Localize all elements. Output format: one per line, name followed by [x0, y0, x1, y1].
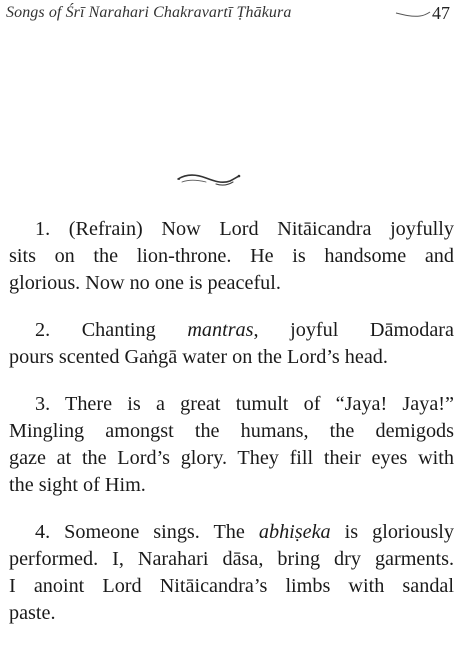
text-segment: is gloriously	[330, 521, 454, 543]
text-line: I anoint Lord Nitāicandra’s limbs with sandal	[9, 575, 454, 597]
text-segment: 2. Chanting	[35, 319, 188, 341]
text-line: 3. There is a great tumult of “Jaya! Jaya!”	[35, 393, 454, 415]
paragraph-2	[9, 317, 454, 371]
running-header	[6, 2, 452, 26]
italic-term: mantras	[187, 319, 254, 341]
text-segment: 4. Someone sings. The	[35, 521, 259, 543]
paragraph-1	[9, 216, 454, 297]
text-line	[9, 317, 454, 344]
text-line: 1. (Refrain) Now Lord Nitāicandra joyfully	[35, 218, 454, 240]
page-number: 47	[432, 3, 450, 23]
text-line: the sight of Him.	[9, 474, 146, 496]
text-line: Mingling amongst the humans, the demigods	[9, 420, 454, 442]
paragraph-3	[9, 391, 454, 499]
text-segment: , joyful Dāmodara	[253, 319, 454, 341]
paragraph-4	[9, 519, 454, 627]
text-line: glorious. Now no one is peaceful.	[9, 272, 281, 294]
running-title: Songs of Śrī Narahari Chakravartī Ṭhākura	[6, 4, 292, 21]
text-line: sits on the lion-throne. He is handsome and	[9, 245, 454, 267]
text-line: paste.	[9, 602, 56, 624]
italic-term: abhiṣeka	[258, 521, 331, 543]
body-text	[9, 216, 454, 647]
text-line: performed. I, Narahari dāsa, bring dry garments.	[9, 548, 454, 570]
text-line: pours scented Gaṅgā water on the Lord’s head.	[9, 346, 388, 368]
header-flourish-icon	[394, 10, 432, 20]
flourish-ornament-icon	[176, 170, 242, 190]
text-line: gaze at the Lord’s glory. They fill their eyes with	[9, 447, 454, 469]
text-line	[9, 519, 454, 546]
